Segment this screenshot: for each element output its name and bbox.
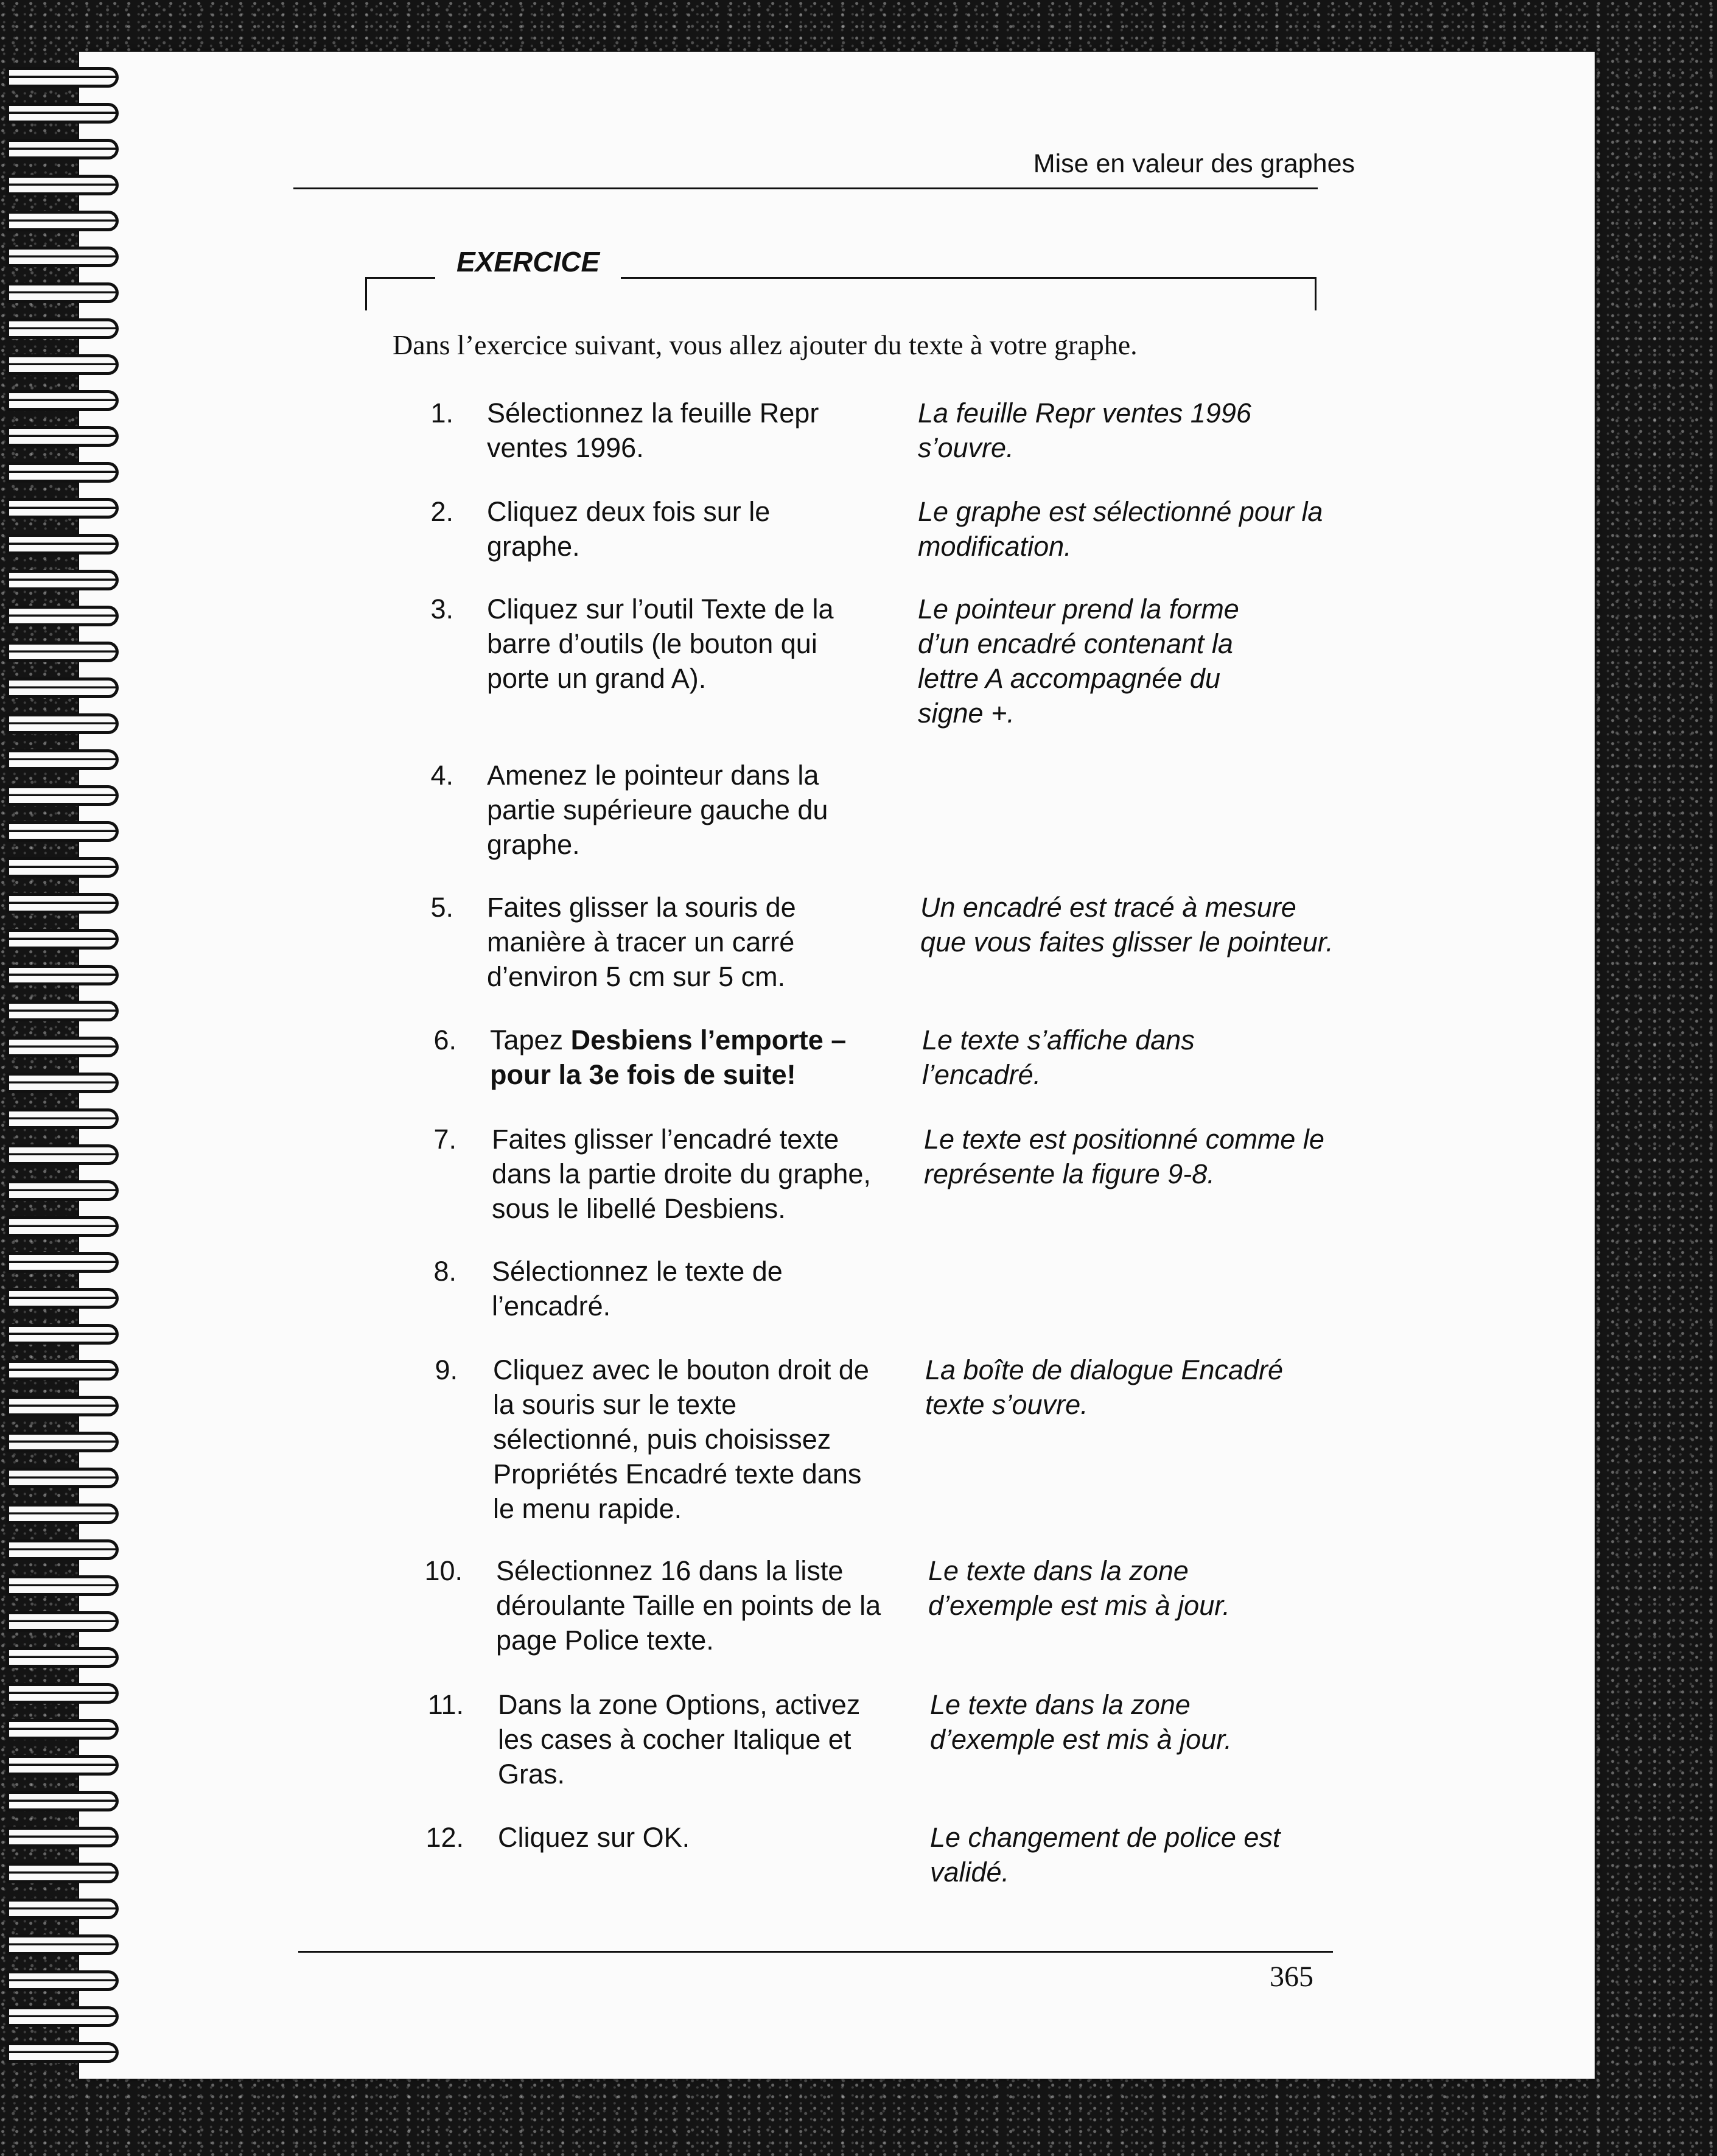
binding-coil xyxy=(6,570,119,590)
binding-coil xyxy=(6,606,119,626)
step-number: 12. xyxy=(425,1822,464,1853)
step-result: Le texte est positionné comme le représente la figure 9-8. xyxy=(924,1124,1324,1189)
binding-coil xyxy=(6,1755,119,1776)
exercise-intro: Dans l’exercice suivant, vous allez ajouter du texte à votre graphe. xyxy=(393,329,1138,360)
step-number: 8. xyxy=(433,1256,456,1287)
exercise-frame-top-left xyxy=(365,277,435,279)
footer-rule xyxy=(298,1951,1333,1953)
step-number: 5. xyxy=(430,892,453,923)
step-number: 9. xyxy=(435,1354,458,1385)
step-number: 11. xyxy=(427,1689,464,1720)
step-instruction: Amenez le pointeur dans la partie supérieure gauche du graphe. xyxy=(487,760,828,860)
binding-coil xyxy=(6,929,119,950)
binding-coil xyxy=(6,282,119,303)
step-number: 2. xyxy=(430,496,453,527)
binding-coil xyxy=(6,1539,119,1560)
exercise-frame-right xyxy=(1315,277,1317,310)
binding-coil xyxy=(6,1073,119,1093)
binding-coil xyxy=(6,318,119,339)
binding-coil xyxy=(6,1432,119,1452)
step-number: 7. xyxy=(433,1124,456,1155)
binding-coil xyxy=(6,426,119,447)
step-result: Le texte s’affiche dans l’encadré. xyxy=(922,1024,1195,1090)
step-instruction: Cliquez sur OK. xyxy=(498,1822,690,1853)
binding-coil xyxy=(6,713,119,734)
binding-coil xyxy=(6,1037,119,1057)
binding-coil xyxy=(6,1503,119,1524)
step-number: 1. xyxy=(430,397,453,429)
step-result: La boîte de dialogue Encadré texte s’ouvre. xyxy=(925,1354,1283,1420)
step-instruction-prefix: Tapez xyxy=(490,1024,571,1055)
step-result: Le texte dans la zone d’exemple est mis à jour. xyxy=(930,1689,1233,1755)
binding-coil xyxy=(6,354,119,375)
binding-coil xyxy=(6,1719,119,1740)
step-instruction: Faites glisser l’encadré texte dans la partie droite du graphe, sous le libellé Desbiens. xyxy=(492,1124,871,1224)
exercise-label: EXERCICE xyxy=(456,246,600,278)
step-instruction: Cliquez deux fois sur le graphe. xyxy=(487,496,771,562)
binding-coil xyxy=(6,1827,119,1847)
step-result: Le changement de police est validé. xyxy=(930,1822,1281,1888)
spiral-binding xyxy=(0,55,122,2082)
step-number: 6. xyxy=(433,1024,456,1055)
step-instruction: Cliquez sur l’outil Texte de la barre d’outils (le bouton qui porte un grand A). xyxy=(487,593,834,694)
binding-coil xyxy=(6,175,119,195)
binding-coil xyxy=(6,1468,119,1488)
binding-coil xyxy=(6,498,119,519)
binding-coil xyxy=(6,1252,119,1273)
binding-coil xyxy=(6,1934,119,1955)
binding-coil xyxy=(6,893,119,914)
binding-coil xyxy=(6,1863,119,1883)
page-number: 365 xyxy=(1270,1961,1313,1993)
binding-coil xyxy=(6,462,119,483)
binding-coil xyxy=(6,211,119,231)
binding-coil xyxy=(6,785,119,806)
exercise-frame-top-right xyxy=(621,277,1317,279)
binding-coil xyxy=(6,965,119,985)
binding-coil xyxy=(6,1791,119,1811)
binding-coil xyxy=(6,1360,119,1381)
step-instruction: Faites glisser la souris de manière à tracer un carré d’environ 5 cm sur 5 cm. xyxy=(487,892,796,992)
binding-coil xyxy=(6,749,119,770)
typed-text-bold: Desbiens l’emporte – pour la 3e fois de suite! xyxy=(490,1024,847,1090)
binding-coil xyxy=(6,1216,119,1237)
step-result: Le graphe est sélectionné pour la modification. xyxy=(918,496,1323,562)
step-instruction: Sélectionnez la feuille Repr ventes 1996. xyxy=(487,397,819,463)
step-instruction xyxy=(490,1023,879,1092)
binding-coil xyxy=(6,103,119,124)
step-result: La feuille Repr ventes 1996 s’ouvre. xyxy=(918,397,1251,463)
step-result: Le pointeur prend la forme d’un encadré contenant la lettre A accompagnée du signe +. xyxy=(918,593,1239,729)
binding-coil xyxy=(6,247,119,267)
binding-coil xyxy=(6,1899,119,1919)
binding-coil xyxy=(6,390,119,411)
header-rule xyxy=(293,187,1318,189)
binding-coil xyxy=(6,1144,119,1165)
binding-coil xyxy=(6,139,119,159)
step-result: Un encadré est tracé à mesure que vous faites glisser le pointeur. xyxy=(920,892,1334,957)
step-number: 10. xyxy=(424,1555,463,1586)
binding-coil xyxy=(6,1647,119,1668)
binding-coil xyxy=(6,1324,119,1345)
binding-coil xyxy=(6,1108,119,1129)
binding-coil xyxy=(6,1611,119,1632)
step-instruction: Sélectionnez 16 dans la liste déroulante Taille en points de la page Police texte. xyxy=(496,1555,881,1656)
binding-coil xyxy=(6,67,119,88)
binding-coil xyxy=(6,1180,119,1201)
binding-coil xyxy=(6,857,119,878)
binding-coil xyxy=(6,1396,119,1416)
step-result: Le texte dans la zone d’exemple est mis à jour. xyxy=(928,1555,1231,1621)
binding-coil xyxy=(6,1575,119,1596)
binding-coil xyxy=(6,1288,119,1309)
running-header: Mise en valeur des graphes xyxy=(1033,149,1355,178)
binding-coil xyxy=(6,677,119,698)
step-number: 3. xyxy=(430,593,453,625)
step-number: 4. xyxy=(430,760,453,791)
binding-coil xyxy=(6,1970,119,1991)
exercise-frame-left xyxy=(365,277,367,310)
binding-coil xyxy=(6,2006,119,2027)
binding-coil xyxy=(6,642,119,662)
step-instruction: Cliquez avec le bouton droit de la souris sur le texte sélectionné, puis choisissez Propriétés Encadré texte dans le menu rapide. xyxy=(493,1354,869,1524)
binding-coil xyxy=(6,1683,119,1704)
binding-coil xyxy=(6,1001,119,1021)
binding-coil xyxy=(6,821,119,842)
step-instruction: Dans la zone Options, activez les cases à cocher Italique et Gras. xyxy=(498,1689,861,1790)
step-instruction: Sélectionnez le texte de l’encadré. xyxy=(492,1256,783,1321)
binding-coil xyxy=(6,2042,119,2063)
binding-coil xyxy=(6,534,119,555)
